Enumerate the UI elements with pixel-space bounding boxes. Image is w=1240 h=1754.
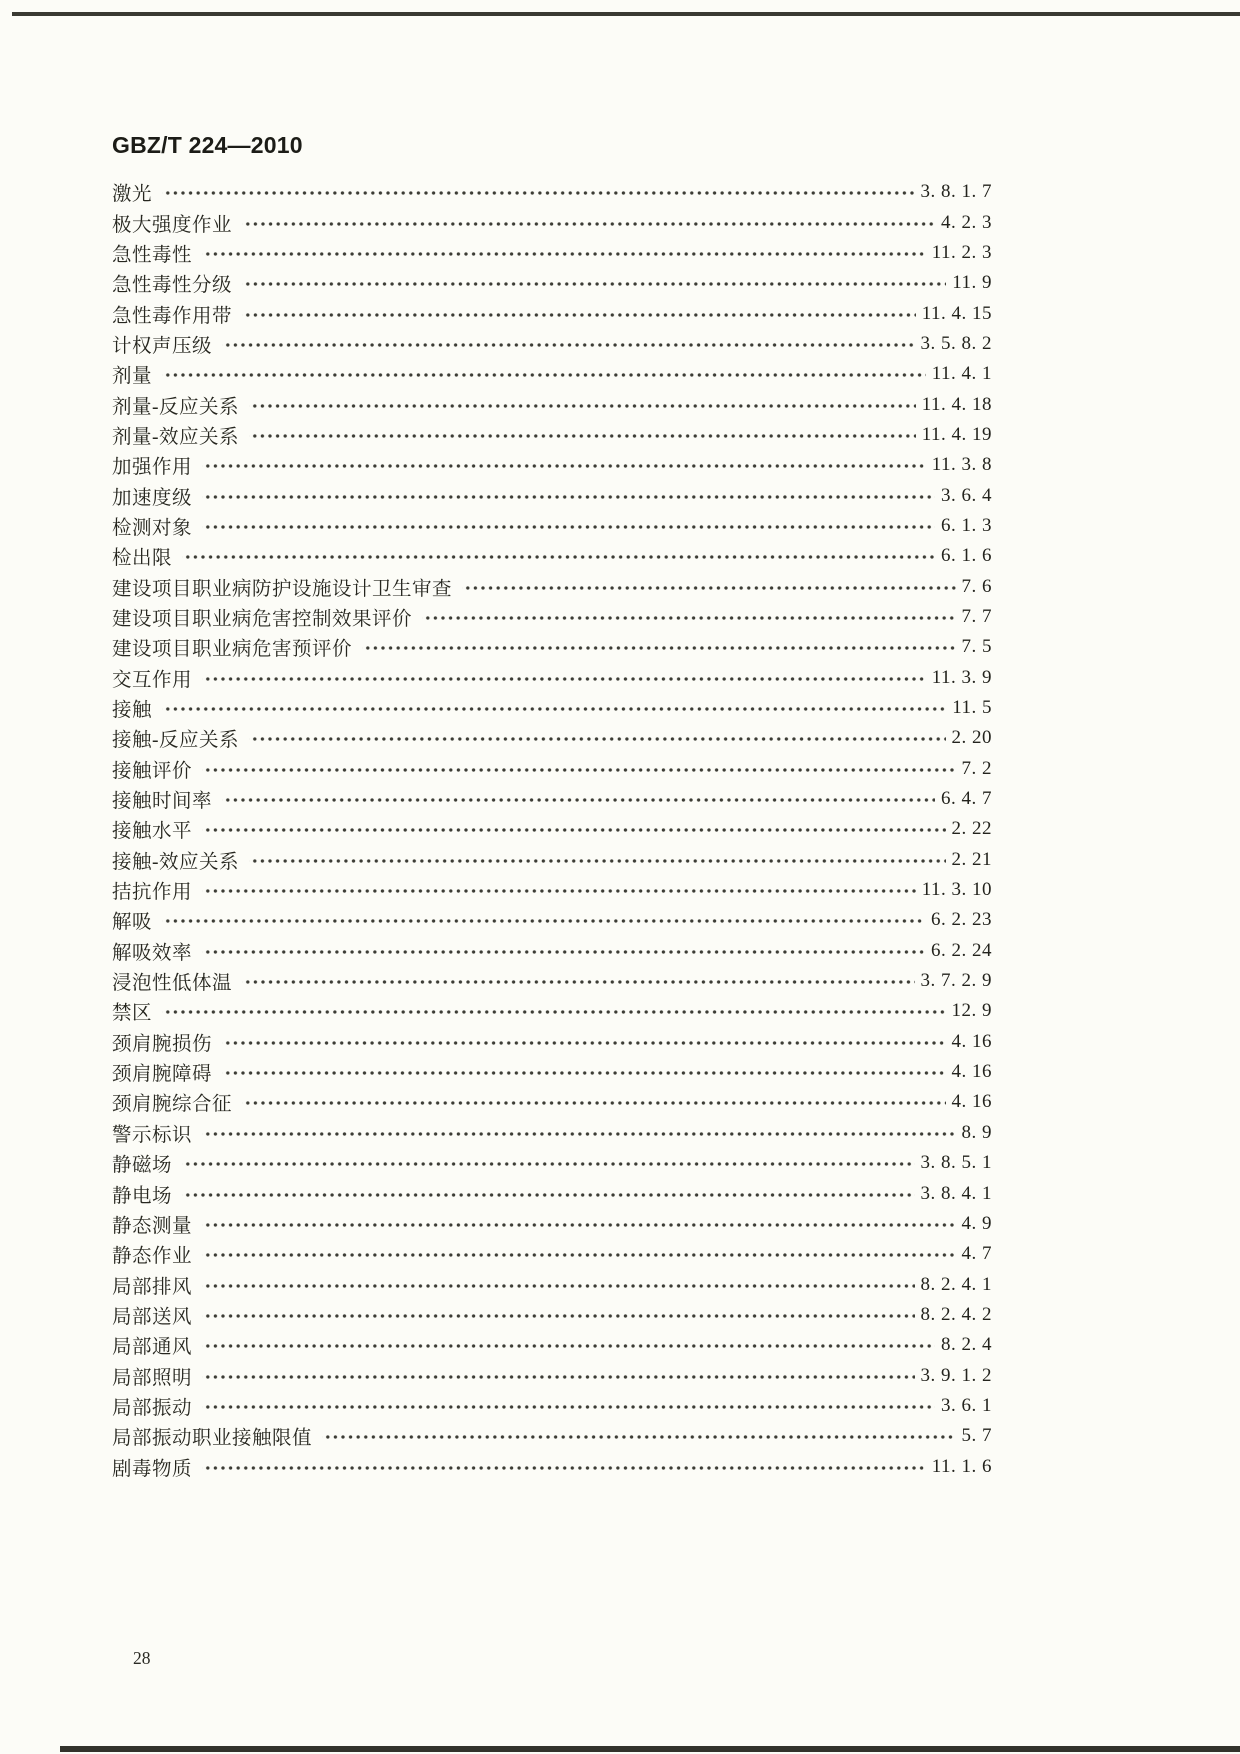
- index-entry: [112, 1087, 992, 1117]
- index-term: 浸泡性低体温: [112, 973, 233, 995]
- index-entry: [112, 1027, 992, 1057]
- section-reference: 8. 2. 4. 1: [920, 1273, 992, 1295]
- index-entry: [112, 1300, 992, 1330]
- section-reference: 8. 9: [961, 1121, 992, 1143]
- section-reference: 11. 4. 19: [921, 423, 992, 445]
- section-reference: 4. 9: [961, 1212, 992, 1234]
- index-entry: [112, 754, 992, 784]
- index-entry: [112, 1118, 992, 1148]
- index-entry: [112, 207, 992, 237]
- index-term: 建设项目职业病危害预评价: [112, 639, 353, 661]
- index-term: 局部照明: [112, 1367, 193, 1389]
- dotted-leader: [182, 1191, 914, 1199]
- index-term: 接触-效应关系: [112, 851, 239, 873]
- dotted-leader: [422, 614, 955, 622]
- section-reference: 2. 22: [951, 818, 992, 840]
- section-reference: 4. 16: [951, 1061, 992, 1083]
- section-reference: 3. 5. 8. 2: [920, 332, 992, 354]
- section-reference: 11. 4. 18: [921, 393, 992, 415]
- index-list: [112, 177, 992, 1482]
- section-reference: 3. 9. 1. 2: [920, 1364, 992, 1386]
- section-reference: 7. 7: [961, 605, 992, 627]
- dotted-leader: [162, 1008, 945, 1016]
- index-entry: [112, 875, 992, 905]
- index-term: 静态测量: [112, 1215, 193, 1237]
- index-entry: [112, 1148, 992, 1178]
- index-entry: [112, 905, 992, 935]
- index-term: 静磁场: [112, 1155, 173, 1177]
- dotted-leader: [242, 220, 935, 228]
- index-entry: [112, 450, 992, 480]
- index-term: 局部送风: [112, 1306, 193, 1328]
- index-term: 建设项目职业病危害控制效果评价: [112, 608, 413, 630]
- index-entry: [112, 238, 992, 268]
- section-reference: 11. 4. 15: [921, 302, 992, 324]
- index-term: 解吸效率: [112, 942, 193, 964]
- dotted-leader: [249, 857, 946, 865]
- dotted-leader: [202, 1221, 955, 1229]
- section-reference: 11. 3. 10: [921, 879, 992, 901]
- dotted-leader: [202, 1342, 935, 1350]
- index-term: 交互作用: [112, 669, 193, 691]
- index-term: 局部振动职业接触限值: [112, 1428, 313, 1450]
- section-reference: 4. 16: [951, 1030, 992, 1052]
- dotted-leader: [202, 1373, 914, 1381]
- index-entry: [112, 1178, 992, 1208]
- index-term: 极大强度作业: [112, 214, 233, 236]
- dotted-leader: [202, 675, 926, 683]
- index-term: 接触-反应关系: [112, 730, 239, 752]
- index-entry: [112, 723, 992, 753]
- index-entry: [112, 1330, 992, 1360]
- bottom-border-line: [60, 1746, 1240, 1752]
- section-reference: 8. 2. 4: [941, 1334, 992, 1356]
- section-reference: 4. 16: [951, 1091, 992, 1113]
- section-reference: 6. 1. 3: [941, 514, 992, 536]
- index-entry: [112, 420, 992, 450]
- index-term: 急性毒作用带: [112, 305, 233, 327]
- index-entry: [112, 602, 992, 632]
- index-entry: [112, 1421, 992, 1451]
- dotted-leader: [202, 523, 935, 531]
- index-term: 接触时间率: [112, 791, 213, 813]
- dotted-leader: [202, 948, 925, 956]
- index-term: 局部振动: [112, 1397, 193, 1419]
- index-term: 计权声压级: [112, 335, 213, 357]
- section-reference: 4. 7: [961, 1243, 992, 1265]
- index-term: 接触评价: [112, 760, 193, 782]
- dotted-leader: [242, 311, 916, 319]
- index-term: 检出限: [112, 548, 173, 570]
- section-reference: 3. 6. 4: [941, 484, 992, 506]
- dotted-leader: [249, 402, 916, 410]
- index-entry: [112, 966, 992, 996]
- index-term: 颈肩腕障碍: [112, 1064, 213, 1086]
- page-number: 28: [133, 1648, 151, 1668]
- index-entry: [112, 359, 992, 389]
- index-term: 接触水平: [112, 821, 193, 843]
- index-term: 静电场: [112, 1185, 173, 1207]
- index-entry: [112, 845, 992, 875]
- index-entry: [112, 1360, 992, 1390]
- index-entry: [112, 1057, 992, 1087]
- index-entry: [112, 1269, 992, 1299]
- dotted-leader: [202, 1251, 955, 1259]
- section-reference: 6. 1. 6: [941, 545, 992, 567]
- section-reference: 8. 2. 4. 2: [920, 1303, 992, 1325]
- index-entry: [112, 1209, 992, 1239]
- index-entry: [112, 389, 992, 419]
- index-term: 接触: [112, 700, 153, 722]
- section-reference: 7. 5: [961, 636, 992, 658]
- dotted-leader: [202, 1464, 926, 1472]
- index-term: 剧毒物质: [112, 1458, 193, 1480]
- index-term: 剂量-反应关系: [112, 396, 239, 418]
- dotted-leader: [182, 1160, 914, 1168]
- standard-code: GBZ/T 224—2010: [112, 132, 303, 158]
- section-reference: 3. 8. 1. 7: [920, 181, 992, 203]
- index-entry: [112, 663, 992, 693]
- dotted-leader: [162, 917, 925, 925]
- dotted-leader: [182, 553, 935, 561]
- index-entry: [112, 511, 992, 541]
- index-entry: [112, 298, 992, 328]
- index-entry: [112, 693, 992, 723]
- dotted-leader: [202, 1312, 914, 1320]
- section-reference: 12. 9: [951, 1000, 992, 1022]
- index-term: 局部排风: [112, 1276, 193, 1298]
- index-entry: [112, 996, 992, 1026]
- section-reference: 6. 4. 7: [941, 788, 992, 810]
- section-reference: 11. 1. 6: [931, 1455, 992, 1477]
- section-reference: 3. 8. 4. 1: [920, 1182, 992, 1204]
- index-term: 禁区: [112, 1003, 153, 1025]
- index-entry: [112, 1451, 992, 1481]
- dotted-leader: [322, 1433, 955, 1441]
- dotted-leader: [249, 432, 916, 440]
- index-term: 急性毒性: [112, 244, 193, 266]
- index-term: 静态作业: [112, 1246, 193, 1268]
- section-reference: 11. 9: [952, 272, 992, 294]
- index-entry: [112, 177, 992, 207]
- index-term: 警示标识: [112, 1124, 193, 1146]
- dotted-leader: [222, 1039, 945, 1047]
- index-term: 检测对象: [112, 517, 193, 539]
- index-term: 加速度级: [112, 487, 193, 509]
- index-term: 颈肩腕综合征: [112, 1094, 233, 1116]
- dotted-leader: [202, 250, 926, 258]
- dotted-leader: [222, 796, 935, 804]
- section-reference: 11. 5: [952, 697, 992, 719]
- index-term: 颈肩腕损伤: [112, 1033, 213, 1055]
- dotted-leader: [202, 462, 926, 470]
- index-term: 解吸: [112, 912, 153, 934]
- dotted-leader: [202, 493, 935, 501]
- index-entry: [112, 268, 992, 298]
- dotted-leader: [222, 341, 914, 349]
- dotted-leader: [249, 735, 946, 743]
- index-entry: [112, 329, 992, 359]
- section-reference: 7. 2: [961, 757, 992, 779]
- index-entry: [112, 1391, 992, 1421]
- dotted-leader: [462, 584, 955, 592]
- index-entry: [112, 784, 992, 814]
- section-reference: 6. 2. 23: [931, 909, 992, 931]
- dotted-leader: [222, 1069, 945, 1077]
- dotted-leader: [242, 978, 914, 986]
- dotted-leader: [162, 705, 946, 713]
- dotted-leader: [242, 1099, 945, 1107]
- section-reference: 11. 3. 8: [931, 454, 992, 476]
- section-reference: 3. 7. 2. 9: [920, 970, 992, 992]
- section-reference: 4. 2. 3: [941, 211, 992, 233]
- index-entry: [112, 571, 992, 601]
- section-reference: 5. 7: [961, 1425, 992, 1447]
- index-entry: [112, 632, 992, 662]
- index-term: 剂量: [112, 366, 153, 388]
- dotted-leader: [242, 280, 946, 288]
- dotted-leader: [202, 766, 955, 774]
- index-term: 激光: [112, 184, 153, 206]
- section-reference: 2. 20: [951, 727, 992, 749]
- section-reference: 6. 2. 24: [931, 939, 992, 961]
- index-term: 剂量-效应关系: [112, 426, 239, 448]
- index-term: 建设项目职业病防护设施设计卫生审查: [112, 578, 453, 600]
- index-entry: [112, 936, 992, 966]
- dotted-leader: [162, 189, 914, 197]
- index-entry: [112, 814, 992, 844]
- section-reference: 2. 21: [951, 848, 992, 870]
- index-entry: [112, 1239, 992, 1269]
- index-entry: [112, 480, 992, 510]
- dotted-leader: [362, 644, 955, 652]
- dotted-leader: [202, 1282, 914, 1290]
- index-entry: [112, 541, 992, 571]
- section-reference: 11. 4. 1: [931, 363, 992, 385]
- index-term: 加强作用: [112, 457, 193, 479]
- dotted-leader: [162, 371, 926, 379]
- section-reference: 7. 6: [961, 575, 992, 597]
- section-reference: 3. 8. 5. 1: [920, 1152, 992, 1174]
- top-border-line: [12, 12, 1240, 16]
- dotted-leader: [202, 1403, 935, 1411]
- index-term: 急性毒性分级: [112, 275, 233, 297]
- index-term: 拮抗作用: [112, 882, 193, 904]
- dotted-leader: [202, 826, 945, 834]
- section-reference: 11. 2. 3: [931, 241, 992, 263]
- dotted-leader: [202, 887, 916, 895]
- section-reference: 11. 3. 9: [931, 666, 992, 688]
- dotted-leader: [202, 1130, 955, 1138]
- section-reference: 3. 6. 1: [941, 1394, 992, 1416]
- index-term: 局部通风: [112, 1337, 193, 1359]
